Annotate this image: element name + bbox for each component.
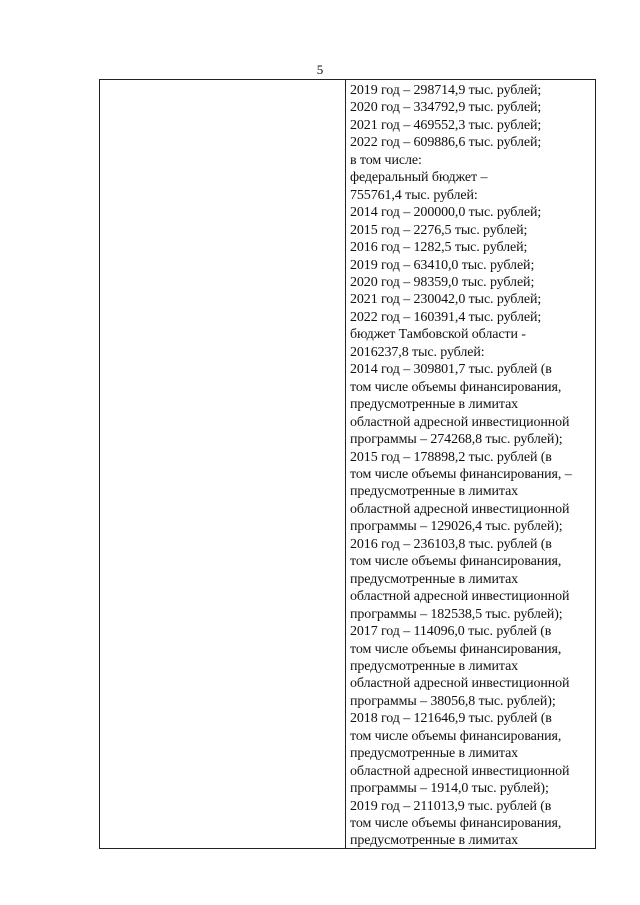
financing-line: программы – 274268,8 тыс. рублей); — [350, 432, 563, 448]
financing-line: 2018 год – 121646,9 тыс. рублей (в — [350, 711, 552, 727]
financing-line: предусмотренные в лимитах — [350, 571, 519, 587]
column-divider — [345, 80, 346, 848]
financing-line: 2019 год – 298714,9 тыс. рублей; — [350, 83, 542, 98]
financing-line: 2022 год – 609886,6 тыс. рублей; — [350, 135, 542, 151]
financing-line: том числе объемы финансирования, — [350, 816, 562, 832]
financing-table — [99, 79, 596, 849]
financing-line: 2014 год – 309801,7 тыс. рублей (в — [350, 362, 552, 378]
financing-line: областной адресной инвестиционной — [350, 763, 570, 779]
financing-line: предусмотренные в лимитах — [350, 484, 519, 500]
financing-line: предусмотренные в лимитах — [350, 746, 519, 762]
financing-line: том числе объемы финансирования, — [350, 379, 562, 395]
financing-line: 2019 год – 211013,9 тыс. рублей (в — [350, 798, 552, 814]
financing-line: 755761,4 тыс. рублей: — [350, 187, 478, 203]
financing-line: 2015 год – 2276,5 тыс. рублей; — [350, 222, 528, 238]
financing-line: 2014 год – 200000,0 тыс. рублей; — [350, 205, 542, 221]
financing-line: том числе объемы финансирования, — [350, 554, 562, 570]
financing-line: предусмотренные в лимитах — [350, 833, 519, 848]
financing-line: том числе объемы финансирования, – — [350, 466, 572, 482]
table-right-cell — [350, 82, 591, 848]
financing-line: 2021 год – 469552,3 тыс. рублей; — [350, 117, 542, 133]
financing-line: том числе объемы финансирования, — [350, 728, 562, 744]
table-left-cell — [100, 80, 345, 848]
financing-line: том числе объемы финансирования, — [350, 641, 562, 657]
financing-line: программы – 182538,5 тыс. рублей); — [350, 606, 563, 622]
financing-line: 2016 год – 1282,5 тыс. рублей; — [350, 240, 528, 256]
financing-line: предусмотренные в лимитах — [350, 658, 519, 674]
financing-line: 2021 год – 230042,0 тыс. рублей; — [350, 292, 542, 308]
financing-line: программы – 1914,0 тыс. рублей); — [350, 781, 549, 797]
financing-line: областной адресной инвестиционной — [350, 501, 570, 517]
financing-line: областной адресной инвестиционной — [350, 589, 570, 605]
page-number: 5 — [316, 62, 324, 77]
financing-line: 2019 год – 63410,0 тыс. рублей; — [350, 257, 535, 273]
financing-line: 2017 год – 114096,0 тыс. рублей (в — [350, 624, 552, 640]
financing-line: программы – 129026,4 тыс. рублей); — [350, 519, 563, 535]
financing-line: федеральный бюджет – — [350, 170, 488, 186]
financing-line: 2020 год – 334792,9 тыс. рублей; — [350, 100, 542, 116]
financing-line: 2015 год – 178898,2 тыс. рублей (в — [350, 449, 552, 465]
financing-line: 2016 год – 236103,8 тыс. рублей (в — [350, 536, 552, 552]
financing-line: программы – 38056,8 тыс. рублей); — [350, 693, 556, 709]
financing-line: 2022 год – 160391,4 тыс. рублей; — [350, 309, 542, 325]
financing-line: 2016237,8 тыс. рублей: — [350, 344, 485, 360]
financing-line: в том числе: — [350, 152, 422, 168]
financing-line: областной адресной инвестиционной — [350, 414, 570, 430]
financing-line: предусмотренные в лимитах — [350, 397, 519, 413]
financing-line: областной адресной инвестиционной — [350, 676, 570, 692]
financing-line: бюджет Тамбовской области - — [350, 327, 526, 343]
financing-line: 2020 год – 98359,0 тыс. рублей; — [350, 274, 535, 290]
